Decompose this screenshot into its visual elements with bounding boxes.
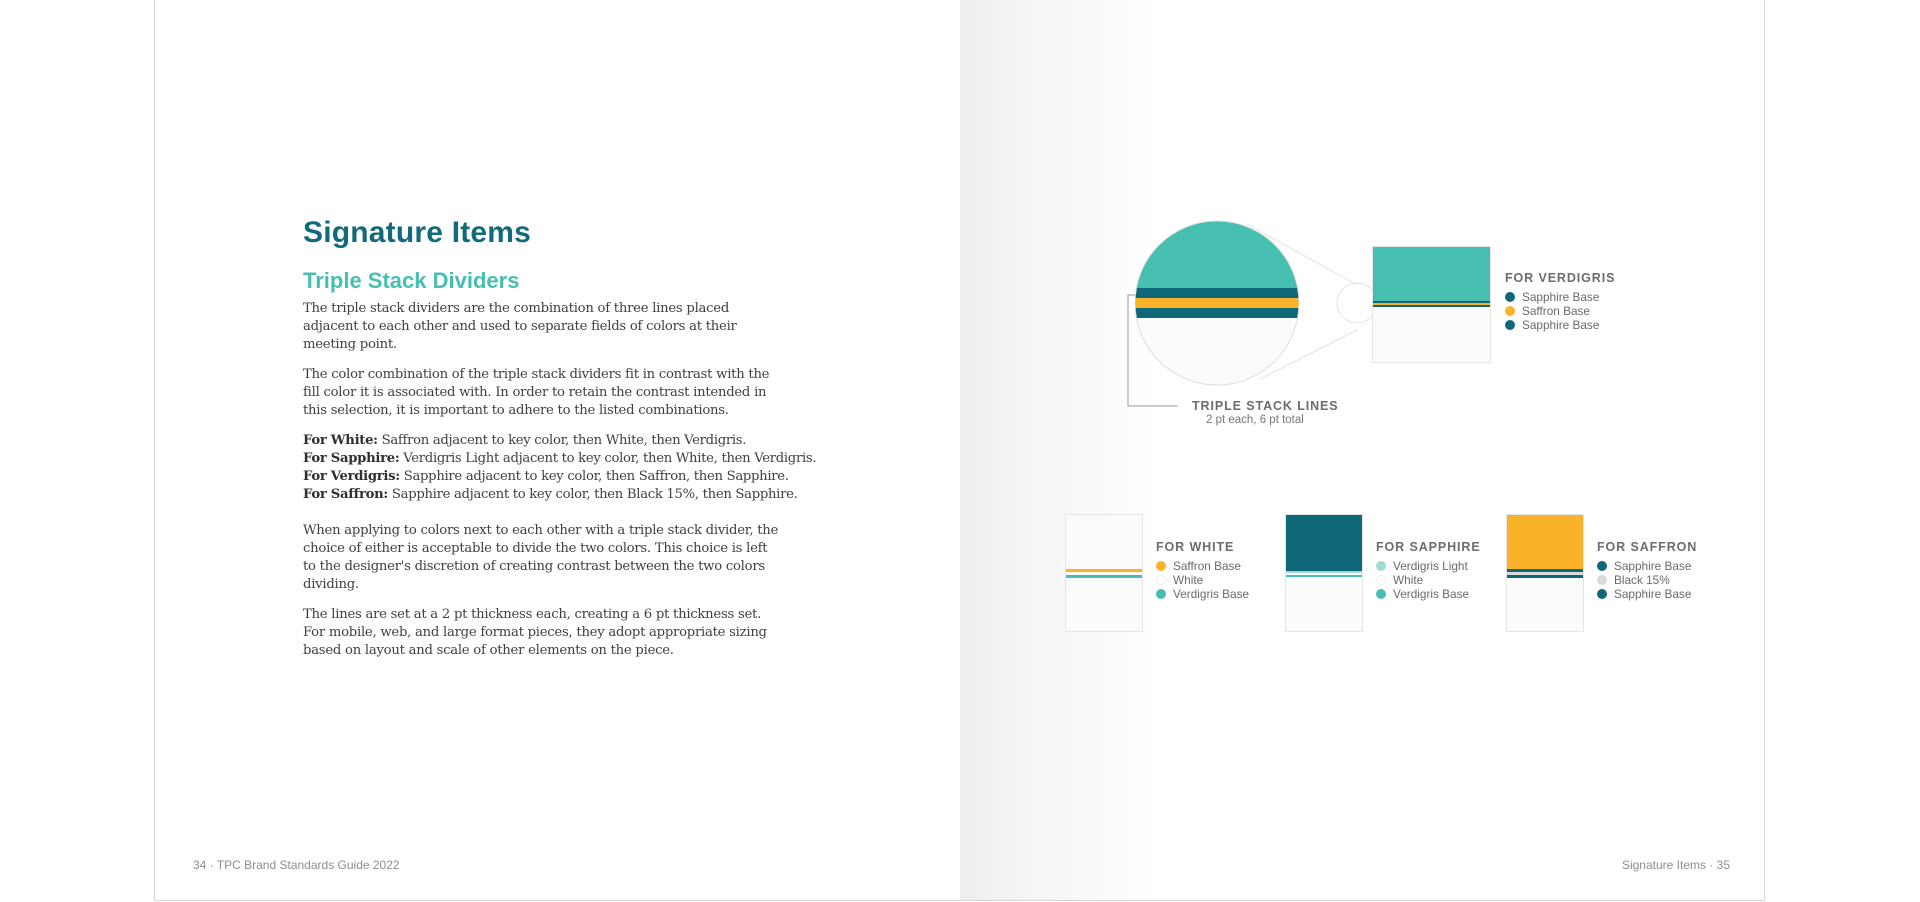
- legend-verdigris: [1505, 271, 1615, 332]
- footer-right: Signature Items · 35: [1621, 858, 1730, 872]
- legend-item: [1505, 290, 1615, 304]
- legend-label: Saffron Base: [1173, 559, 1241, 573]
- swatch-white: [1065, 514, 1143, 632]
- paragraph-intro: The triple stack dividers are the combination of three lines placed adjacent to each other and used to separate fields of colors at their meeting point.: [303, 301, 737, 352]
- legend-item: [1597, 559, 1697, 573]
- combo-text: Sapphire adjacent to key color, then Black 15%, then Sapphire.: [388, 487, 798, 502]
- paragraph-adjacent-colors: When applying to colors next to each other with a triple stack divider, the choice of either is acceptable to divide the two colors. This choice is left to the designer's discretion of creating contrast between the two colors dividing.: [303, 523, 779, 592]
- swatch-line: [1066, 575, 1142, 578]
- color-dot-icon: [1597, 561, 1607, 571]
- legend-item: [1156, 559, 1249, 573]
- color-dot-icon: [1156, 561, 1166, 571]
- legend-label: Black 15%: [1614, 573, 1670, 587]
- swatch-line: [1373, 305, 1490, 307]
- paragraph-contrast: The color combination of the triple stack dividers fit in contrast with the fill color it is associated with. In order to retain the contrast intended in this selection, it is important to adhere to the listed combinations.: [303, 367, 770, 418]
- legend-item: [1376, 573, 1481, 587]
- legend-title: FOR SAFFRON: [1597, 540, 1698, 554]
- combo-text: Verdigris Light adjacent to key color, then White, then Verdigris.: [399, 451, 817, 466]
- color-dot-icon: [1597, 589, 1607, 599]
- legend-white: [1156, 540, 1249, 601]
- legend-title: FOR WHITE: [1156, 540, 1235, 554]
- legend-label: Sapphire Base: [1522, 290, 1600, 304]
- color-dot-icon: [1376, 589, 1386, 599]
- page-spread: [154, 0, 1765, 901]
- color-dot-icon: [1376, 561, 1386, 571]
- combo-saffron: [303, 486, 798, 504]
- combination-list: [303, 432, 817, 504]
- legend-label: White: [1393, 573, 1424, 587]
- legend-item: [1156, 587, 1249, 601]
- legend-item: [1156, 573, 1249, 587]
- swatch-line: [1286, 575, 1362, 577]
- legend-item: [1597, 573, 1697, 587]
- legend-item: [1505, 304, 1615, 318]
- small-magnifier-ring: [1337, 283, 1377, 323]
- triple-stack-subtitle: 2 pt each, 6 pt total: [1206, 414, 1304, 426]
- legend-title: FOR VERDIGRIS: [1505, 271, 1616, 285]
- color-dot-icon: [1505, 320, 1515, 330]
- swatch-line: [1507, 575, 1583, 578]
- legend-label: Sapphire Base: [1522, 318, 1600, 332]
- footer-left: 34 · TPC Brand Standards Guide 2022: [193, 858, 400, 872]
- legend-title: FOR SAPPHIRE: [1376, 540, 1481, 554]
- magnifier-illustration: [1120, 210, 1410, 420]
- swatch-verdigris: [1372, 246, 1491, 363]
- color-dot-icon: [1376, 575, 1386, 585]
- legend-label: Verdigris Base: [1173, 587, 1250, 601]
- combo-label: For Verdigris:: [303, 469, 400, 484]
- legend-item: [1376, 587, 1481, 601]
- magnified-verdigris-fill: [1120, 210, 1410, 288]
- legend-label: Verdigris Base: [1393, 587, 1470, 601]
- swatch-fill: [1373, 247, 1490, 301]
- color-dot-icon: [1505, 306, 1515, 316]
- magnified-sapphire-line: [1120, 308, 1410, 318]
- legend-label: Verdigris Light: [1393, 559, 1468, 573]
- right-page: [960, 0, 1764, 900]
- legend-sapphire: [1376, 540, 1481, 601]
- legend-saffron: [1597, 540, 1697, 601]
- left-content: [303, 216, 817, 672]
- triple-stack-title: TRIPLE STACK LINES: [1192, 399, 1339, 413]
- swatch-fill: [1507, 515, 1583, 569]
- legend-label: Sapphire Base: [1614, 587, 1692, 601]
- magnified-sapphire-line: [1120, 288, 1410, 298]
- color-dot-icon: [1505, 292, 1515, 302]
- combo-text: Saffron adjacent to key color, then White, then Verdigris.: [377, 433, 747, 448]
- legend-label: Saffron Base: [1522, 304, 1590, 318]
- legend-item: [1505, 318, 1615, 332]
- swatch-sapphire: [1285, 514, 1363, 632]
- section-subtitle: Triple Stack Dividers: [303, 268, 520, 293]
- legend-label: White: [1173, 573, 1204, 587]
- swatch-fill: [1066, 515, 1142, 569]
- left-page: [155, 0, 960, 900]
- combo-text: Sapphire adjacent to key color, then Saffron, then Sapphire.: [399, 469, 789, 484]
- combo-label: For Saffron:: [303, 487, 388, 502]
- legend-item: [1597, 587, 1697, 601]
- combo-white: [303, 432, 781, 450]
- color-dot-icon: [1156, 575, 1166, 585]
- swatch-saffron: [1506, 514, 1584, 632]
- swatch-fill: [1286, 515, 1362, 571]
- color-dot-icon: [1156, 589, 1166, 599]
- combo-label: For Sapphire:: [303, 451, 400, 466]
- color-dot-icon: [1597, 575, 1607, 585]
- combo-label: For White:: [303, 433, 378, 448]
- page-title: Signature Items: [303, 216, 532, 249]
- combo-verdigris: [303, 468, 789, 486]
- paragraph-thickness: The lines are set at a 2 pt thickness each, creating a 6 pt thickness set. For mobile, web, and large format pieces, they adopt appropriate sizing based on layout and scale of other elements on the piece.: [303, 607, 767, 658]
- magnified-saffron-line: [1120, 298, 1410, 308]
- combo-sapphire: [303, 450, 817, 468]
- legend-item: [1376, 559, 1481, 573]
- legend-label: Sapphire Base: [1614, 559, 1692, 573]
